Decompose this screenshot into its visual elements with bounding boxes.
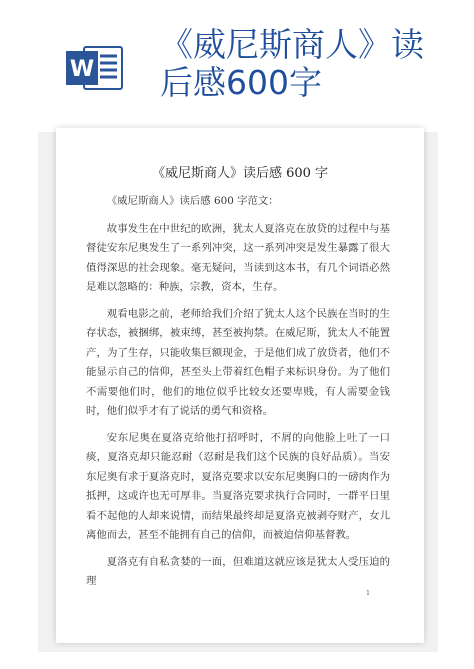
document-page <box>56 128 424 643</box>
paragraph-1: 故事发生在中世纪的欧洲，犹太人夏洛克在放贷的过程中与基督徒安东尼奥发生了一系列冲突，这一系列冲突是发生暴露了很大值得深思的社会现象。毫无疑问，当读到这本书，有几个词语必然是难以忽略的：种族，宗教，资本，生存。 <box>86 222 390 293</box>
banner-title-line-1: 《威尼斯商人》读 <box>160 25 424 64</box>
banner-title-line-2: 后感600字 <box>160 63 322 102</box>
paragraph-4: 夏洛克有自私贪婪的一面，但难道这就应该是犹太人受压迫的理 <box>86 555 390 587</box>
word-document-icon <box>66 45 124 91</box>
document-title: 《威尼斯商人》读后感 600 字 <box>151 166 329 181</box>
paragraph-intro: 《威尼斯商人》读后感 600 字范文： <box>106 195 279 207</box>
document-body <box>86 192 390 599</box>
banner-title <box>160 26 460 102</box>
paragraph-3: 安东尼奥在夏洛克给他打招呼时，不屑的向他脸上吐了一口痰，夏洛克却只能忍耐（忍耐是我们这个民族的良好品质）。当安东尼奥有求于夏洛克时，夏洛克要求以安东尼奥胸口的一磅肉作为抵押，这或许也无可厚非。当夏洛克要求执行合同时，一群平日里看不起他的人却来说情，而结果最终却是夏洛克被剥夺财产，女儿离他而去，甚至不能拥有自己的信仰，而被迫信仰基督教。 <box>86 431 390 541</box>
paragraph-2: 观看电影之前，老师给我们介绍了犹太人这个民族在当时的生存状态，被捆绑，被束缚，甚至被拘禁。在威尼斯，犹太人不能置产，为了生存，只能收集巨额现金，于是他们成了放贷者，他们不能显示自己的信仰，甚至头上带着红色帽子来标识身份。为了他们不需要他们时，他们的地位似乎比较女还要卑贱，有人需要金钱时，他们似乎才有了说话的勇气和资格。 <box>86 307 390 417</box>
banner <box>0 0 474 125</box>
page-number: 1 <box>366 590 370 597</box>
svg-text:W: W <box>69 57 95 82</box>
